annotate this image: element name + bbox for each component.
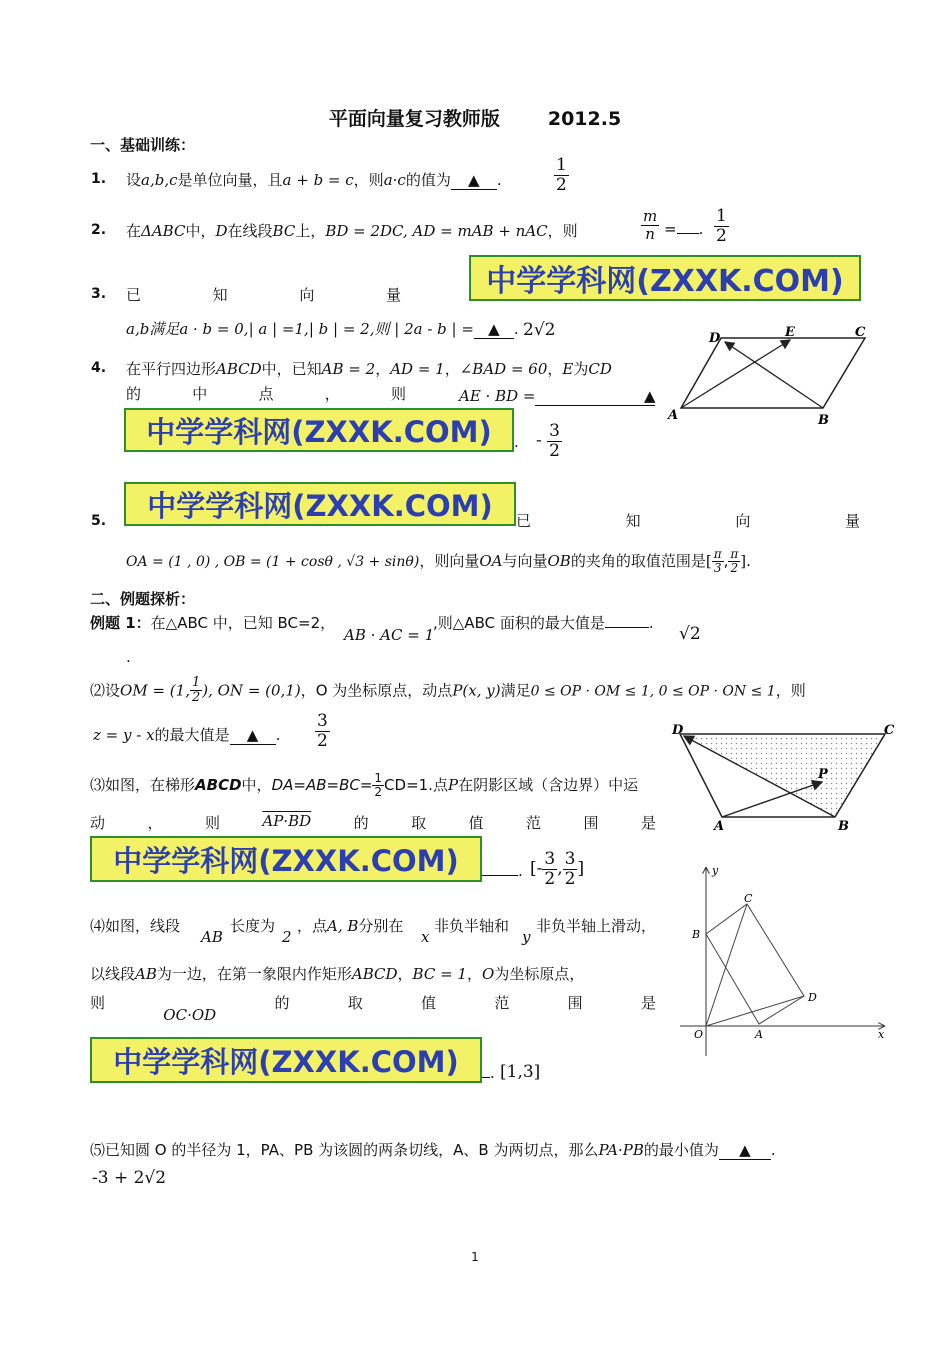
ex1-text: 例题 1：在△ABC 中，已知 BC=2，	[90, 614, 336, 632]
q5-text: OA = (1 , 0) , OB = (1 + cosθ , √3 + sinθ)，则向量OA与向量OB的夹角的取值范围是[ $\frac{\pi}{3}$ , $\frac{\pi}{2}$ ].	[126, 547, 751, 576]
rectangle-abcd	[706, 904, 804, 1024]
section-heading-1: 一、基础训练：	[90, 136, 196, 154]
ex1-condition: AB · AC = 1	[344, 626, 435, 644]
page-number: 1	[471, 1250, 479, 1264]
section-heading-2: 二、例题探析：	[90, 590, 196, 608]
q4-number: 4.	[91, 360, 107, 376]
watermark-logo-3: 中学学科网(ZXXK.COM)	[124, 482, 516, 526]
label-a: A	[755, 1028, 763, 1041]
label-d: D	[672, 723, 684, 738]
label-a: A	[668, 408, 679, 423]
q4-blank: ▲	[535, 387, 655, 406]
ex4-text-2: 以线段AB为一边，在第一象限内作矩形ABCD，BC = 1，O为坐标原点，	[90, 965, 585, 983]
segment-od	[706, 996, 804, 1026]
label-a: A	[714, 819, 725, 834]
label-c: C	[884, 723, 895, 738]
ex3-spread: 动 ， 则 AP·BD 的 取 值 范 围 是	[90, 812, 656, 832]
ex2-answer: $\frac{3}{2}$	[317, 711, 328, 751]
q3-spread: 已 知 向 量	[126, 286, 401, 304]
page-title	[0, 104, 950, 131]
label-c: C	[744, 892, 753, 905]
title-year: 2012.5	[547, 108, 622, 130]
watermark-logo-2: 中学学科网(ZXXK.COM)	[124, 408, 514, 452]
shaded-region	[680, 734, 885, 817]
ex2-text: ⑵设OM = (1, $\frac{1}{2}$ ), ON = (0,1)，O 为坐标原点，动点P(x, y)满足0 ≤ OP · OM ≤ 1, 0 ≤ OP · ON ≤ 1，则	[90, 675, 806, 706]
label-o: O	[694, 1028, 704, 1041]
ex4-text: ⑷如图，线段	[90, 917, 181, 935]
q3-answer: 2√2	[523, 320, 556, 340]
q2-answer: $\frac{1}{2}$	[716, 206, 727, 246]
label-d: D	[709, 331, 721, 346]
watermark-logo-1: 中学学科网(ZXXK.COM)	[469, 255, 861, 301]
q2-fraction: $\frac{m}{n}$	[643, 207, 658, 243]
watermark-logo-4: 中学学科网(ZXXK.COM)	[90, 836, 482, 882]
label-b: B	[818, 413, 829, 428]
label-y: y	[712, 864, 719, 877]
label-p: P	[818, 767, 828, 782]
parallelogram-outline	[681, 338, 865, 408]
ex5-answer: -3 + 2√2	[92, 1168, 167, 1188]
ex4-spread: 则 OC·OD 的 取 值 范 围 是	[90, 994, 656, 1024]
vector-bd	[725, 342, 823, 408]
ex2-text-2: z = y - x的最大值是 ▲ .	[93, 726, 281, 744]
title-text: 平面向量复习教师版	[328, 108, 500, 130]
ex3-text: ⑶如图，在梯形ABCD中，DA=AB=BC= $\frac{1}{2}$ CD=1.点P在阴影区域（含边界）中运	[90, 771, 639, 800]
q2-equals: = .	[664, 220, 704, 238]
ex5-blank: ▲	[719, 1141, 771, 1160]
label-b: B	[838, 819, 849, 834]
ex3-answer: [- $\frac{3}{2}$ , $\frac{3}{2}$ ]	[530, 849, 585, 889]
q3-condition: a,b满足a · b = 0,| a | =1,| b | = 2,则 | 2a - b | = ▲ .	[126, 320, 519, 338]
q4-expression: AE · BD = ▲	[459, 387, 656, 405]
ex5-text: ⑸已知圆 O 的半径为 1，PA、PB 为该圆的两条切线，A、B 为两切点，那么PA·PB的最小值为 ▲ .	[90, 1141, 776, 1159]
trapezoid-figure	[670, 722, 900, 834]
q4-spread: 的 中 点 ， 则	[126, 385, 406, 403]
q2-text: 在ΔABC中，D在线段BC上，BD = 2DC, AD = mAB + nAC，则	[126, 222, 578, 240]
q3-number: 3.	[91, 286, 107, 302]
q4-text: 在平行四边形ABCD中，已知AB = 2，AD = 1，∠BAD = 60，E为CD	[126, 360, 612, 378]
q5-number: 5.	[91, 513, 107, 529]
q1-blank: ▲	[451, 171, 497, 190]
q5-spread: 已 知 向 量	[516, 512, 860, 530]
parallelogram-figure	[665, 320, 875, 428]
label-e: E	[785, 325, 795, 340]
label-b: B	[692, 928, 701, 941]
segment-oc	[706, 904, 747, 1026]
ex4-answer: [1,3]	[500, 1062, 541, 1082]
label-d: D	[808, 991, 817, 1004]
label-x: x	[878, 1028, 885, 1041]
ex1-answer: √2	[679, 624, 701, 644]
coordinate-figure	[672, 858, 892, 1058]
watermark-logo-5: 中学学科网(ZXXK.COM)	[90, 1037, 482, 1083]
q1-answer: $\frac{1}{2}$	[556, 155, 567, 195]
q4-answer: - $\frac{3}{2}$	[536, 421, 560, 461]
label-c: C	[855, 325, 866, 340]
q3-blank: ▲	[474, 320, 514, 339]
ex2-blank: ▲	[230, 726, 276, 745]
q1-number: 1.	[91, 171, 107, 187]
q2-number: 2.	[91, 222, 107, 238]
q1-text: 设a,b,c是单位向量，且a + b = c，则a·c的值为 ▲ .	[126, 171, 502, 189]
